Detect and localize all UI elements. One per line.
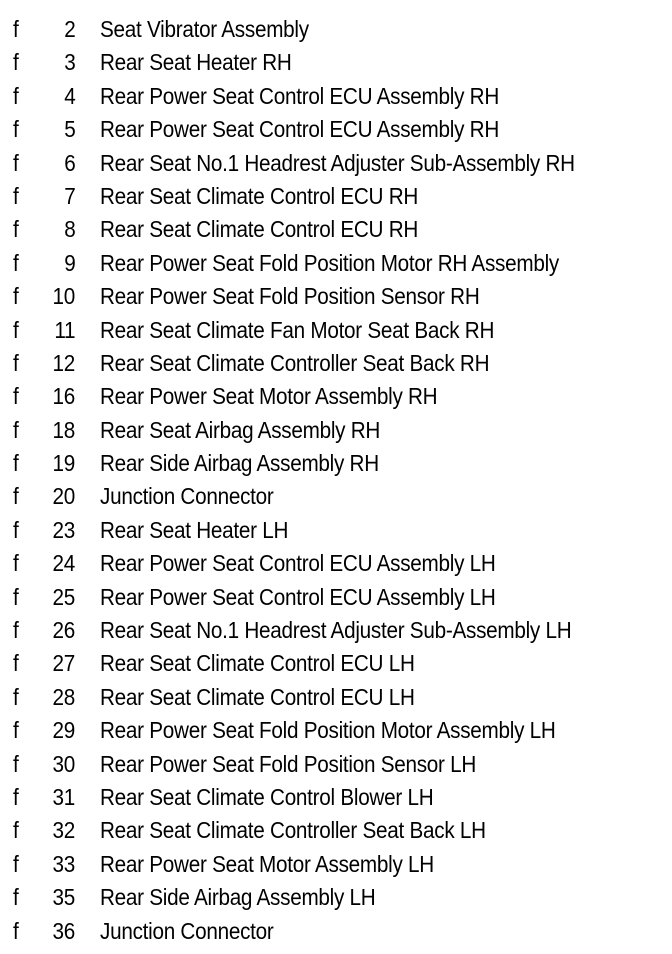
item-flag: f xyxy=(13,316,19,343)
item-number: 11 xyxy=(54,316,75,343)
item-flag: f xyxy=(13,583,19,610)
item-name: Rear Seat Climate Control ECU RH xyxy=(100,216,419,243)
item-name: Rear Power Seat Fold Position Sensor LH xyxy=(100,750,477,777)
item-flag: f xyxy=(13,82,19,109)
list-item xyxy=(0,915,672,948)
item-flag: f xyxy=(13,516,19,543)
list-item xyxy=(0,147,672,180)
item-number: 23 xyxy=(52,516,75,543)
list-item xyxy=(0,414,672,447)
item-name: Rear Power Seat Motor Assembly RH xyxy=(100,383,438,410)
item-number: 29 xyxy=(52,717,75,744)
item-flag: f xyxy=(13,884,19,911)
item-number: 9 xyxy=(63,249,75,276)
list-item xyxy=(0,480,672,513)
item-name: Rear Seat Heater LH xyxy=(100,516,289,543)
item-number: 10 xyxy=(52,283,75,310)
item-name: Rear Seat Climate Control ECU LH xyxy=(100,683,415,710)
list-item xyxy=(0,347,672,380)
item-number: 33 xyxy=(52,850,75,877)
item-name: Junction Connector xyxy=(100,917,274,944)
list-item xyxy=(0,213,672,246)
item-name: Rear Power Seat Fold Position Sensor RH xyxy=(100,283,480,310)
item-flag: f xyxy=(13,783,19,810)
item-number: 2 xyxy=(63,16,75,42)
item-name: Rear Power Seat Control ECU Assembly RH xyxy=(100,116,500,143)
item-name: Rear Power Seat Control ECU Assembly RH xyxy=(100,82,500,109)
list-item xyxy=(0,280,672,313)
list-item xyxy=(0,547,672,580)
item-name: Rear Seat Climate Controller Seat Back RH xyxy=(100,349,490,376)
item-name: Rear Seat No.1 Headrest Adjuster Sub-Assembly LH xyxy=(100,617,572,644)
item-name: Rear Side Airbag Assembly LH xyxy=(100,884,376,911)
item-flag: f xyxy=(13,383,19,410)
item-number: 28 xyxy=(52,683,75,710)
item-name: Rear Power Seat Control ECU Assembly LH xyxy=(100,550,496,577)
item-number: 36 xyxy=(52,917,75,944)
item-number: 27 xyxy=(52,650,75,677)
item-flag: f xyxy=(13,149,19,176)
item-name: Rear Power Seat Control ECU Assembly LH xyxy=(100,583,496,610)
list-item xyxy=(0,247,672,280)
item-name: Rear Seat Airbag Assembly RH xyxy=(100,416,381,443)
item-flag: f xyxy=(13,182,19,209)
item-name: Rear Power Seat Fold Position Motor RH Assembly xyxy=(100,249,559,276)
item-name: Rear Seat Climate Control ECU RH xyxy=(100,182,419,209)
list-item xyxy=(0,848,672,881)
item-number: 4 xyxy=(63,82,75,109)
item-number: 19 xyxy=(52,450,75,477)
item-flag: f xyxy=(13,416,19,443)
item-flag: f xyxy=(13,917,19,944)
item-number: 6 xyxy=(63,149,75,176)
item-name: Junction Connector xyxy=(100,483,274,510)
list-item xyxy=(0,647,672,680)
item-flag: f xyxy=(13,617,19,644)
item-number: 5 xyxy=(63,116,75,143)
item-number: 32 xyxy=(52,817,75,844)
item-flag: f xyxy=(13,49,19,76)
item-number: 7 xyxy=(63,182,75,209)
item-name: Rear Seat Climate Control ECU LH xyxy=(100,650,415,677)
parts-list xyxy=(0,13,672,948)
item-flag: f xyxy=(13,249,19,276)
item-flag: f xyxy=(13,283,19,310)
list-item xyxy=(0,447,672,480)
item-flag: f xyxy=(13,717,19,744)
item-number: 16 xyxy=(52,383,75,410)
list-item xyxy=(0,13,672,46)
list-item xyxy=(0,681,672,714)
list-item xyxy=(0,881,672,914)
item-number: 3 xyxy=(63,49,75,76)
list-item xyxy=(0,80,672,113)
item-flag: f xyxy=(13,850,19,877)
list-item xyxy=(0,46,672,79)
item-name: Rear Seat Climate Controller Seat Back LH xyxy=(100,817,486,844)
item-flag: f xyxy=(13,683,19,710)
item-number: 25 xyxy=(52,583,75,610)
item-name: Rear Seat Climate Control Blower LH xyxy=(100,783,434,810)
list-item xyxy=(0,180,672,213)
item-flag: f xyxy=(13,16,19,42)
list-item xyxy=(0,314,672,347)
item-flag: f xyxy=(13,216,19,243)
list-item xyxy=(0,814,672,847)
list-item xyxy=(0,380,672,413)
list-item xyxy=(0,581,672,614)
item-flag: f xyxy=(13,750,19,777)
list-item xyxy=(0,514,672,547)
item-flag: f xyxy=(13,483,19,510)
item-number: 20 xyxy=(52,483,75,510)
item-name: Rear Seat No.1 Headrest Adjuster Sub-Assembly RH xyxy=(100,149,575,176)
item-flag: f xyxy=(13,817,19,844)
item-name: Rear Seat Heater RH xyxy=(100,49,292,76)
item-flag: f xyxy=(13,450,19,477)
item-name: Rear Power Seat Motor Assembly LH xyxy=(100,850,434,877)
item-number: 24 xyxy=(52,550,75,577)
list-item xyxy=(0,748,672,781)
item-flag: f xyxy=(13,349,19,376)
item-name: Seat Vibrator Assembly xyxy=(100,16,309,42)
item-number: 12 xyxy=(52,349,75,376)
list-item xyxy=(0,614,672,647)
item-flag: f xyxy=(13,650,19,677)
item-number: 8 xyxy=(63,216,75,243)
item-name: Rear Seat Climate Fan Motor Seat Back RH xyxy=(100,316,495,343)
item-number: 18 xyxy=(52,416,75,443)
item-number: 35 xyxy=(52,884,75,911)
item-number: 26 xyxy=(52,617,75,644)
list-item xyxy=(0,781,672,814)
list-item xyxy=(0,113,672,146)
item-name: Rear Side Airbag Assembly RH xyxy=(100,450,379,477)
item-flag: f xyxy=(13,550,19,577)
list-item xyxy=(0,714,672,747)
item-number: 30 xyxy=(52,750,75,777)
item-number: 31 xyxy=(52,783,75,810)
item-flag: f xyxy=(13,116,19,143)
item-name: Rear Power Seat Fold Position Motor Assembly LH xyxy=(100,717,556,744)
